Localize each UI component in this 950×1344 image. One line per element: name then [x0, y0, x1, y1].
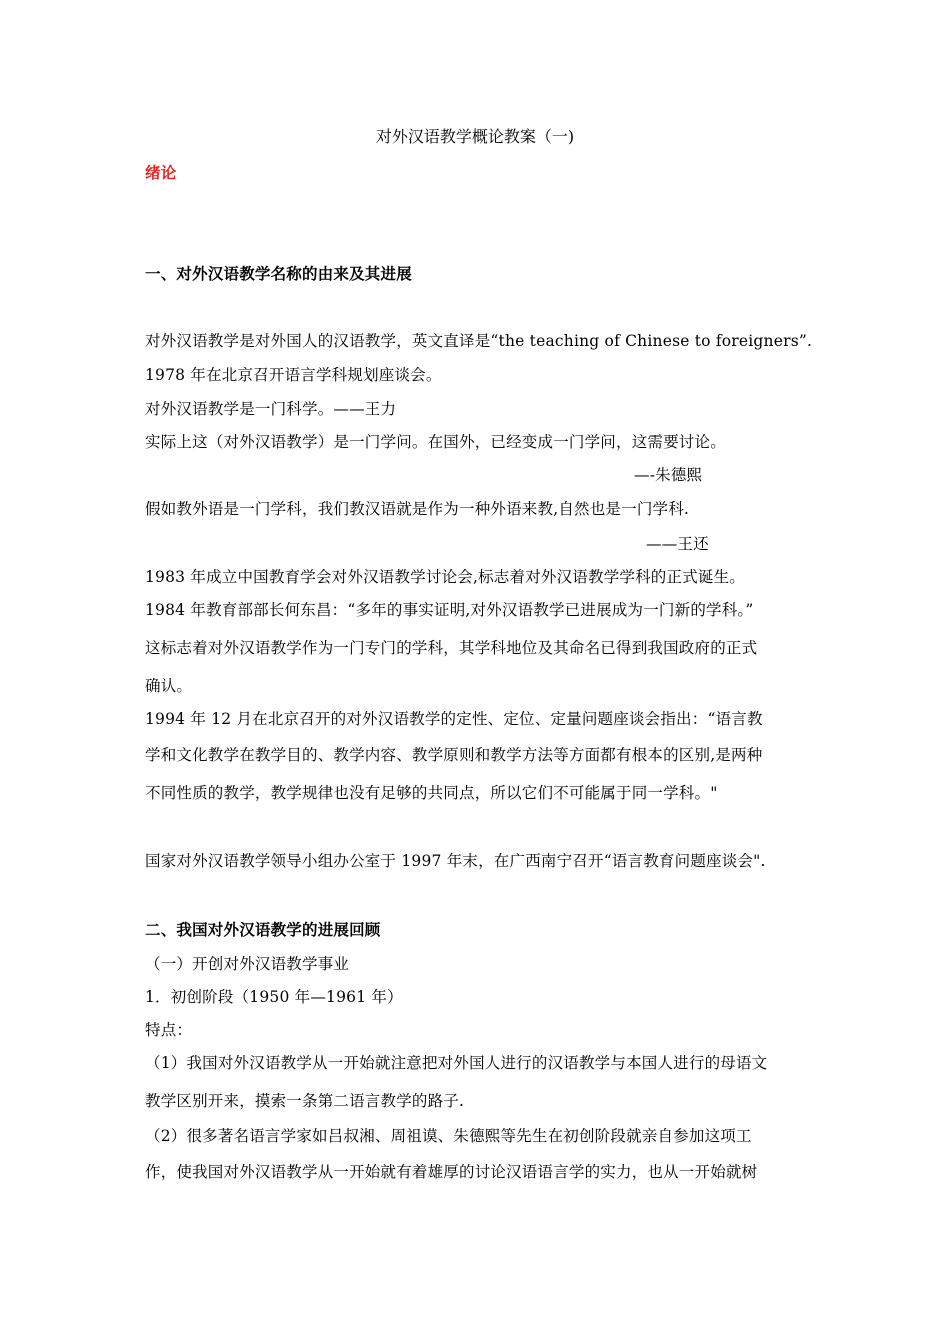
section1-heading: 一、对外汉语教学名称的由来及其进展 — [145, 264, 412, 283]
section1-line: 实际上这（对外汉语教学）是一门学问。在国外，已经变成一门学问，这需要讨论。 — [145, 433, 726, 451]
section2-line: （1）我国对外汉语教学从一开始就注意把对外国人进行的汉语教学与本国人进行的母语文 — [145, 1054, 768, 1072]
attribution-zhu-dexi: —-朱德熙 — [634, 466, 703, 484]
section1-line: 1994 年 12 月在北京召开的对外汉语教学的定性、定位、定量问题座谈会指出：“语言教 — [145, 710, 763, 728]
section1-line: 不同性质的教学，教学规律也没有足够的共同点，所以它们不可能属于同一学科。" — [145, 784, 718, 802]
intro-heading: 绪论 — [145, 163, 177, 182]
section2-heading: 二、我国对外汉语教学的进展回顾 — [145, 920, 381, 939]
section1-line: 1983 年成立中国教育学会对外汉语教学讨论会,标志着对外汉语教学学科的正式诞生。 — [145, 568, 746, 586]
attribution-wang-huan: ——王还 — [646, 535, 709, 553]
section1-line: 国家对外汉语教学领导小组办公室于 1997 年末，在广西南宁召开“语言教育问题座谈会". — [145, 852, 766, 870]
section1-line: 对外汉语教学是对外国人的汉语教学，英文直译是“the teaching of Chinese to foreigners”. — [145, 332, 813, 350]
section1-line: 对外汉语教学是一门科学。——王力 — [145, 400, 397, 418]
section1-line: 假如教外语是一门学科，我们教汉语就是作为一种外语来教,自然也是一门学科. — [145, 500, 690, 518]
document-title: 对外汉语教学概论教案（一) — [375, 127, 575, 146]
section2-line: （2）很多著名语言学家如吕叔湘、周祖谟、朱德熙等先生在初创阶段就亲自参加这项工 — [145, 1127, 752, 1145]
section1-line: 学和文化教学在教学目的、教学内容、教学原则和教学方法等方面都有根本的区别,是两种 — [145, 746, 763, 764]
section1-line: 确认。 — [145, 677, 193, 695]
section1-line: 1978 年在北京召开语言学科规划座谈会。 — [145, 366, 442, 384]
section2-line: （一）开创对外汉语教学事业 — [145, 955, 350, 973]
section1-line: 这标志着对外汉语教学作为一门专门的学科，其学科地位及其命名已得到我国政府的正式 — [145, 639, 758, 657]
section1-line: 1984 年教育部部长何东昌：“多年的事实证明,对外汉语教学已进展成为一门新的学科。” — [145, 601, 754, 619]
section2-line: 教学区别开来，摸索一条第二语言教学的路子. — [145, 1092, 465, 1110]
section2-line: 作，使我国对外汉语教学从一开始就有着雄厚的讨论汉语语言学的实力，也从一开始就树 — [145, 1163, 758, 1181]
section2-line: 1．初创阶段（1950 年—1961 年） — [145, 988, 403, 1006]
section2-line: 特点： — [145, 1021, 193, 1039]
